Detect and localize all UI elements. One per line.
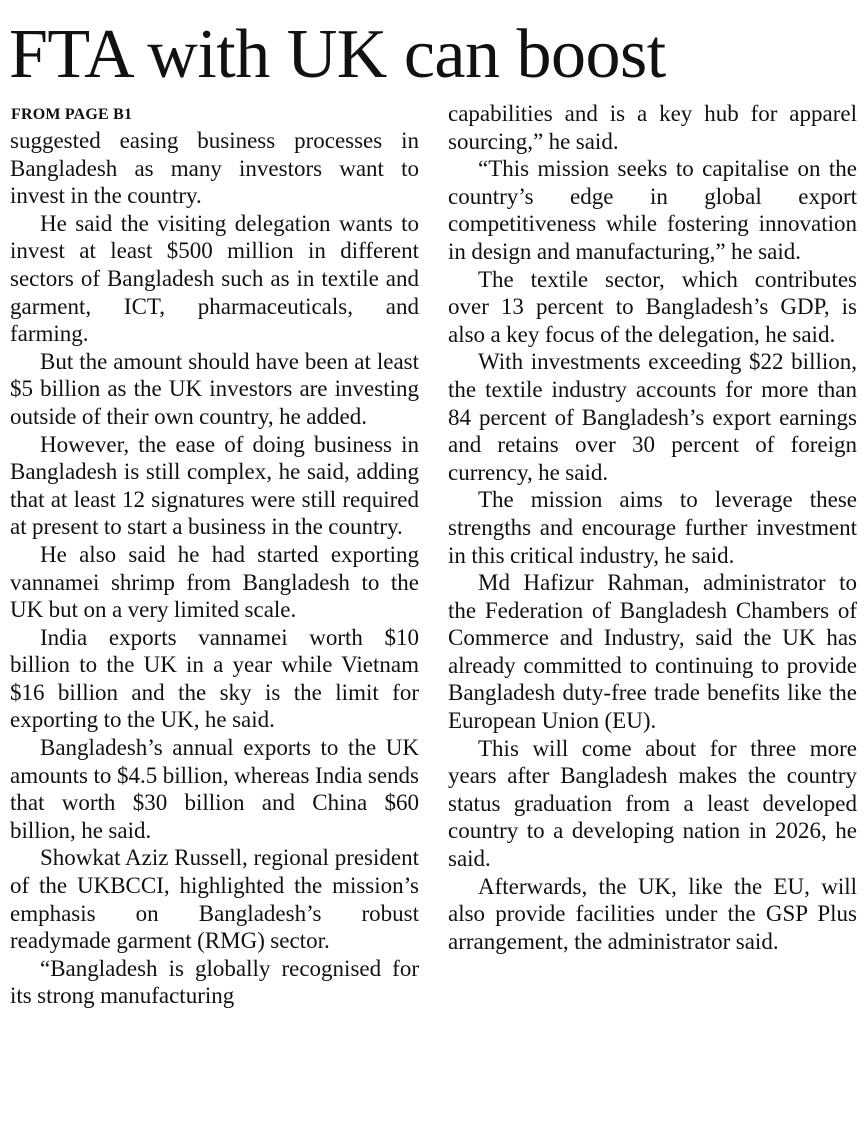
- continued-from-label: FROM PAGE B1: [11, 106, 133, 123]
- paragraph: India exports vannamei worth $10 billion to the UK in a year while Vietnam $16 billion and the sky is the limit for exporting to the UK, he said.: [10, 624, 419, 733]
- paragraph: He said the visiting delegation wants to invest at least $500 million in different sectors of Bangladesh such as in textile and garment, ICT, pharmaceuticals, and farming.: [10, 210, 419, 347]
- paragraph: This will come about for three more years after Bangladesh makes the country status graduation from a least developed country to a developing nation in 2026, he said.: [448, 735, 857, 872]
- paragraph: “Bangladesh is globally recognised for its strong manufacturing: [10, 955, 419, 1009]
- headline: FTA with UK can boost: [9, 16, 666, 93]
- article-column-left: [10, 127, 419, 1010]
- paragraph: suggested easing business processes in Bangladesh as many investors want to invest in the country.: [10, 128, 419, 209]
- paragraph: capabilities and is a key hub for apparel sourcing,” he said.: [448, 101, 857, 154]
- paragraph: The mission aims to leverage these strengths and encourage further investment in this critical industry, he said.: [448, 487, 857, 568]
- paragraph: But the amount should have been at least $5 billion as the UK investors are investing outside of their own country, he added.: [10, 348, 419, 429]
- paragraph: Showkat Aziz Russell, regional president of the UKBCCI, highlighted the mission’s emphasis on Bangladesh’s robust readymade garment (RMG) sector.: [10, 845, 419, 954]
- article-column-right: [448, 100, 857, 955]
- paragraph: The textile sector, which contributes over 13 percent to Bangladesh’s GDP, is also a key focus of the delegation, he said.: [448, 266, 857, 347]
- paragraph: With investments exceeding $22 billion, the textile industry accounts for more than 84 percent of Bangladesh’s export earnings and retains over 30 percent of foreign currency, he said.: [448, 349, 857, 485]
- paragraph: However, the ease of doing business in Bangladesh is still complex, he said, adding that at least 12 signatures were still required at present to start a business in the country.: [10, 431, 419, 540]
- paragraph: Md Hafizur Rahman, administrator to the Federation of Bangladesh Chambers of Commerce and Industry, said the UK has already committed to continuing to provide Bangladesh duty-free trade benefits like the European Union (EU).: [448, 570, 857, 734]
- paragraph: “This mission seeks to capitalise on the country’s edge in global export competitiveness while fostering innovation in design and manufacturing,” he said.: [448, 156, 857, 264]
- paragraph: Afterwards, the UK, like the EU, will also provide facilities under the GSP Plus arrangement, the administrator said.: [448, 873, 857, 954]
- paragraph: He also said he had started exporting vannamei shrimp from Bangladesh to the UK but on a very limited scale.: [10, 541, 419, 623]
- paragraph: Bangladesh’s annual exports to the UK amounts to $4.5 billion, whereas India sends that worth $30 billion and China $60 billion, he said.: [10, 735, 419, 843]
